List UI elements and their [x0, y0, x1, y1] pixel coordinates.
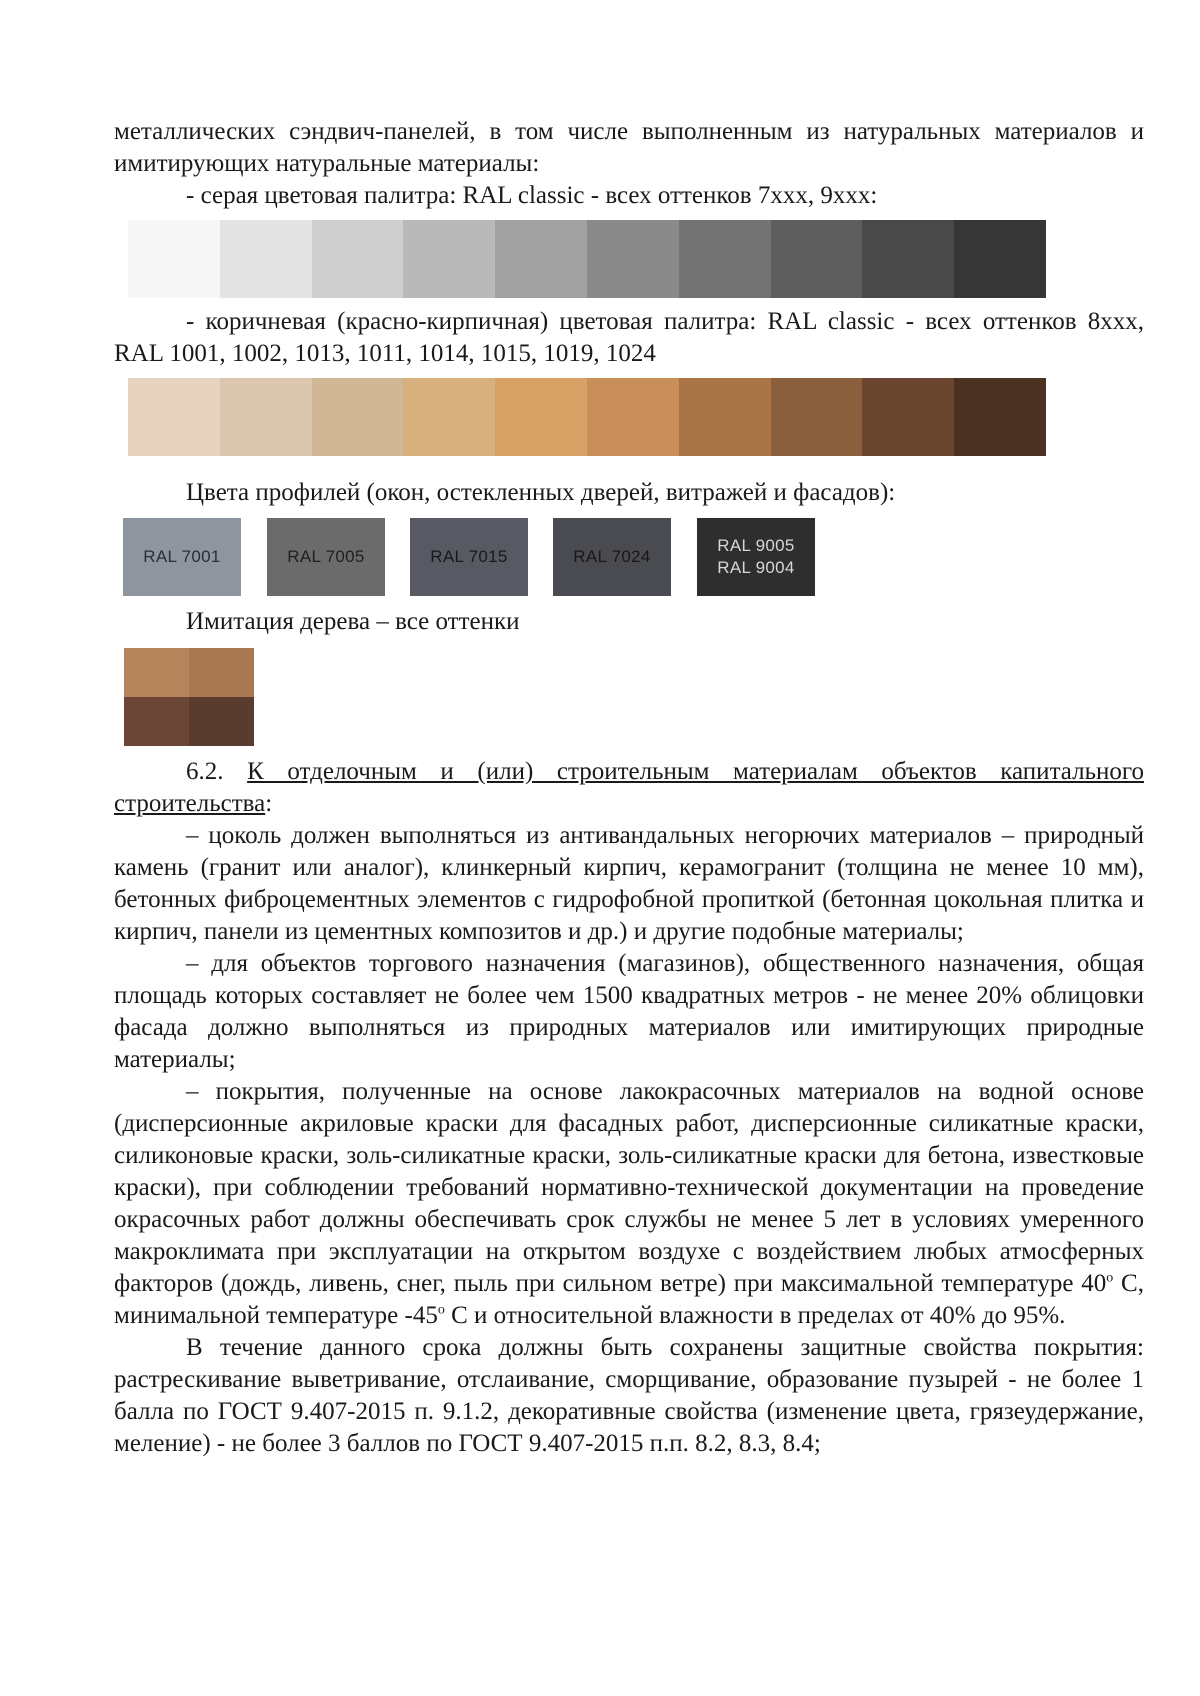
coatings-text-c: С и относительной влажности в пределах от 40% до 95%.: [444, 1302, 1066, 1329]
degree-sign: o: [437, 1302, 445, 1318]
brown-swatch: [220, 378, 312, 456]
profile-swatch-ral-7005: [267, 518, 385, 596]
brown-palette-strip: [128, 378, 1046, 456]
gray-swatch: [771, 220, 863, 298]
profile-label-secondary: RAL 9004: [717, 558, 795, 577]
section-number: 6.2.: [186, 758, 248, 785]
wood-tile: [189, 697, 254, 746]
section-colon: :: [265, 790, 273, 817]
intro-text: металлических сэндвич-панелей, в том числе выполненным из натуральных материалов и имитирующих натуральные материалы:: [114, 118, 1144, 177]
profile-swatch-ral-7001: [123, 518, 241, 596]
brown-swatch: [312, 378, 404, 456]
wood-imitation-swatch: [124, 648, 254, 746]
brown-swatch: [954, 378, 1046, 456]
paragraph-protective-properties: В течение данного срока должны быть сохранены защитные свойства покрытия: растрескивание выветривание, отслаивание, сморщивание, образование пузырей - не более 1 балла по ГОСТ 9.407-2015 п. 9.1.2, декоративные свойства (изменение цвета, грязеудержание, меление) - не более 3 баллов по ГОСТ 9.407-2015 п.п. 8.2, 8.3, 8.4;: [114, 1334, 1144, 1457]
gray-palette-strip: [128, 220, 1046, 298]
paragraph-trade-objects: – для объектов торгового назначения (магазинов), общественного назначения, общая площадь которых составляет не более чем 1500 квадратных метров - не менее 20% облицовки фасада должно выполняться из природных материалов или имитирующих природные материалы;: [114, 950, 1144, 1073]
brown-palette-caption: - коричневая (красно-кирпичная) цветовая палитра: RAL classic - всех оттенков 8xxx, RAL 1001, 1002, 1013, 1011, 1014, 1015, 1019, 1024: [114, 308, 1144, 367]
gray-swatch: [403, 220, 495, 298]
coatings-text-b: С, минимальной температуре -45: [114, 1270, 1144, 1329]
profile-swatch-ral-7024: [553, 518, 671, 596]
brown-swatch: [679, 378, 771, 456]
brown-swatch: [771, 378, 863, 456]
degree-sign: o: [1106, 1270, 1114, 1286]
brown-swatch: [587, 378, 679, 456]
gray-swatch: [495, 220, 587, 298]
brown-swatch: [403, 378, 495, 456]
gray-swatch: [220, 220, 312, 298]
profile-label: RAL 9005: [717, 536, 795, 555]
profile-label: RAL 7015: [430, 547, 508, 566]
profiles-heading: Цвета профилей (окон, остекленных дверей, витражей и фасадов):: [186, 479, 896, 506]
wood-heading: Имитация дерева – все оттенки: [186, 608, 520, 635]
gray-swatch: [679, 220, 771, 298]
gray-swatch: [862, 220, 954, 298]
profile-label: RAL 7024: [573, 547, 651, 566]
intro-paragraph: [114, 116, 1144, 212]
section-title: К отделочным и (или) строительным материалам объектов капитального строительства: [114, 758, 1144, 817]
wood-tile: [124, 697, 189, 746]
wood-tile: [189, 648, 254, 697]
profile-label: RAL 7001: [143, 547, 221, 566]
brown-swatch: [128, 378, 220, 456]
gray-swatch: [312, 220, 404, 298]
profile-swatch-ral-9005-9004: [697, 518, 815, 596]
gray-swatch: [587, 220, 679, 298]
paragraph-coatings: [114, 1076, 1144, 1332]
paragraph-plinth: – цоколь должен выполняться из антивандальных негорючих материалов – природный камень (гранит или аналог), клинкерный кирпич, керамогранит (толщина не менее 10 мм), бетонных фиброцементных элементов с гидрофобной пропиткой (бетонная цокольная плитка и кирпич, панели из цементных композитов и др.) и другие подобные материалы;: [114, 822, 1144, 945]
brown-swatch: [862, 378, 954, 456]
profile-label: RAL 7005: [287, 547, 365, 566]
brown-swatch: [495, 378, 587, 456]
gray-swatch: [954, 220, 1046, 298]
gray-swatch: [128, 220, 220, 298]
profile-swatch-ral-7015: [410, 518, 528, 596]
gray-palette-caption: - серая цветовая палитра: RAL classic - всех оттенков 7xxx, 9xxx:: [186, 182, 878, 209]
section-6-2-heading: [114, 756, 1144, 820]
wood-tile: [124, 648, 189, 697]
coatings-text-a: – покрытия, полученные на основе лакокрасочных материалов на водной основе (дисперсионные акриловые краски для фасадных работ, дисперсионные силикатные краски, силиконовые краски, золь-силикатные краски, золь-силикатные краски для бетона, известковые краски), при соблюдении требований нормативно-технической документации на проведение окрасочных работ должны обеспечивать срок службы не менее 5 лет в условиях умеренного макроклимата при эксплуатации на открытом воздухе с воздействием любых атмосферных факторов (дождь, ливень, снег, пыль при сильном ветре) при максимальной температуре 40: [114, 1078, 1144, 1297]
section-6-2: [114, 756, 1144, 1460]
